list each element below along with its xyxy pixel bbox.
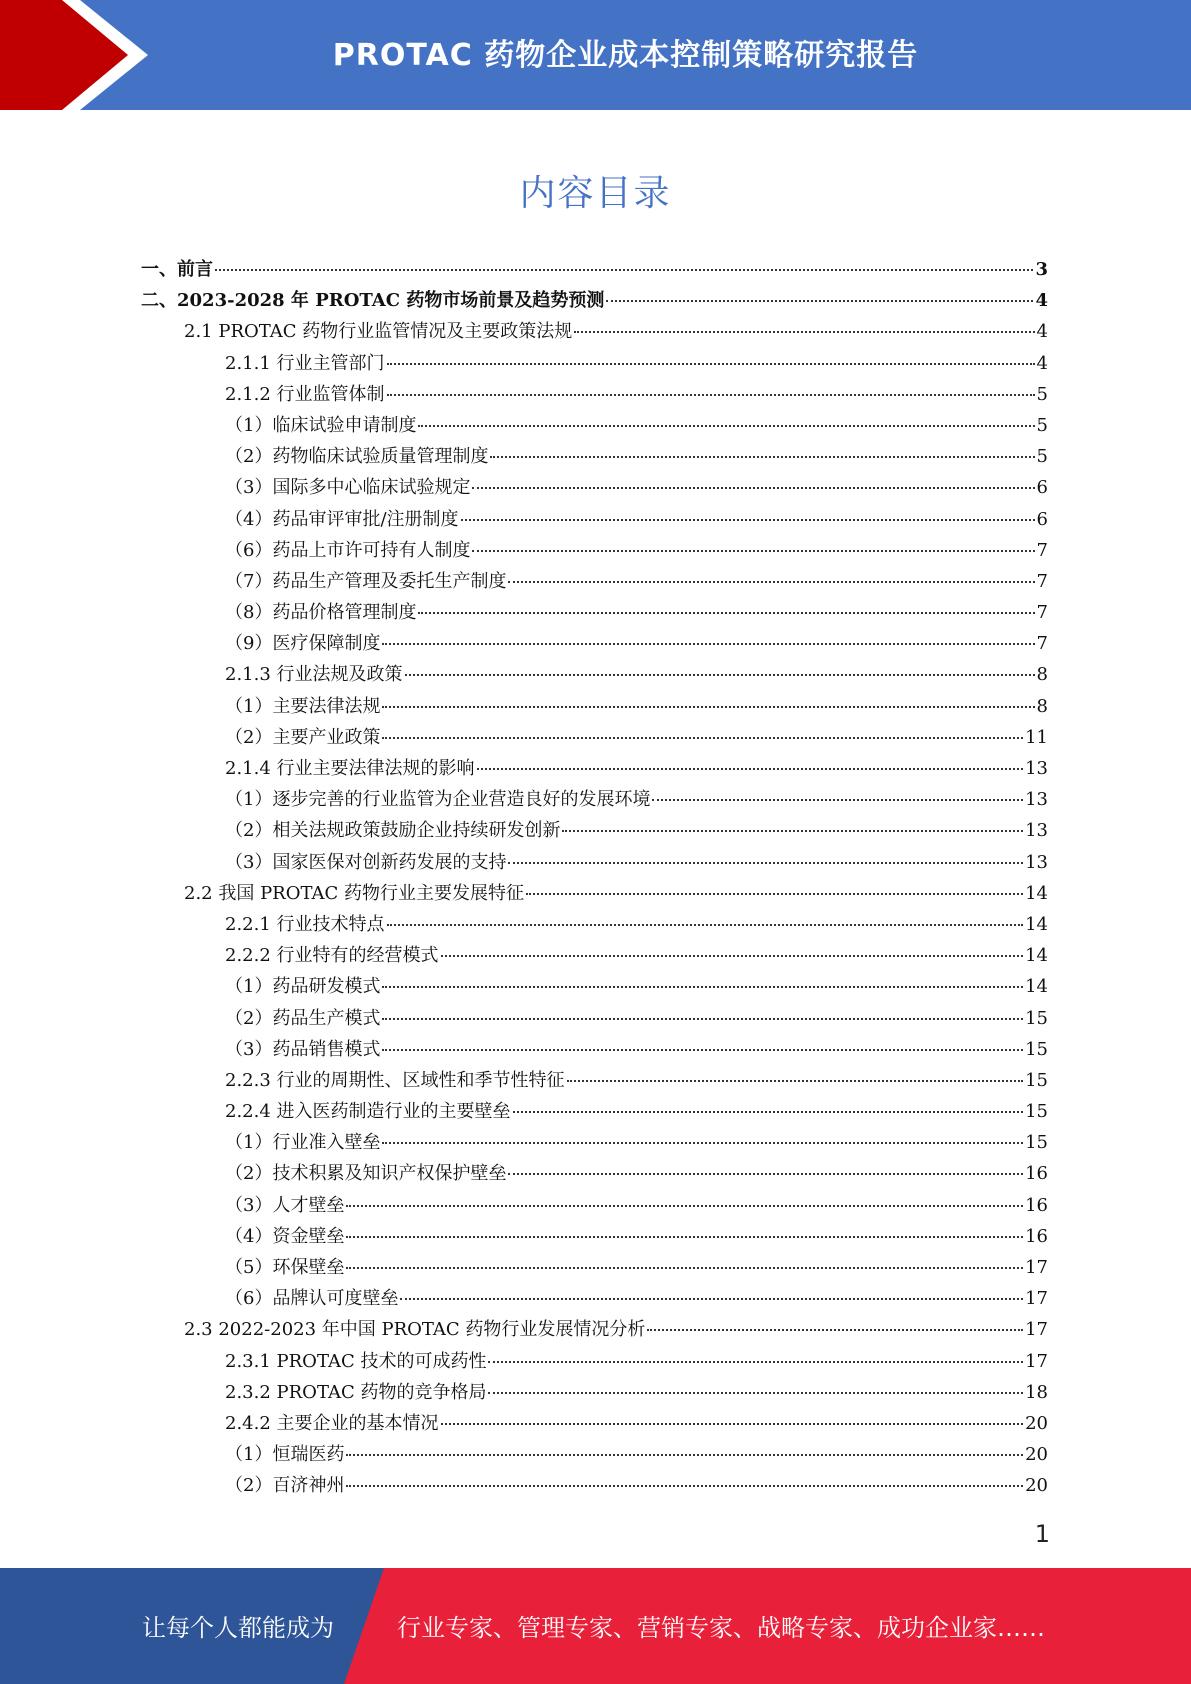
toc-dot-leader <box>346 1484 1023 1487</box>
footer-slogan-right: 行业专家、管理专家、营销专家、战略专家、成功企业家…… <box>397 1614 1045 1642</box>
toc-entry-title: 2.1.4 行业主要法律法规的影响 <box>225 758 475 779</box>
toc-entry-title: （9）医疗保障制度 <box>225 633 381 655</box>
toc-entry-page: 8 <box>1036 664 1048 686</box>
toc-entry-title: 2.1.2 行业监管体制 <box>225 383 385 405</box>
toc-entry-page: 18 <box>1025 1381 1048 1403</box>
toc-entry-title: （3）药品销售模式 <box>225 1038 381 1060</box>
toc-entry-page: 6 <box>1036 508 1048 530</box>
toc-entry-page: 7 <box>1036 602 1048 624</box>
toc-entry[interactable] <box>141 285 1048 316</box>
toc-entry[interactable] <box>141 628 1048 659</box>
toc-entry-title: （3）人才壁垒 <box>225 1194 345 1216</box>
toc-entry[interactable] <box>141 659 1048 690</box>
toc-entry-title: 2.3.1 PROTAC 技术的可成药性 <box>225 1350 487 1372</box>
toc-dot-leader <box>477 767 1024 770</box>
toc-entry[interactable] <box>141 597 1048 628</box>
toc-dot-leader <box>418 424 1034 427</box>
toc-entry-title: （7）药品生产管理及委托生产制度 <box>225 570 507 592</box>
toc-entry-page: 20 <box>1025 1475 1048 1497</box>
toc-entry-page: 11 <box>1025 726 1048 748</box>
toc-entry-title: （2）技术积累及知识产权保护壁垒 <box>225 1163 507 1185</box>
toc-entry-page: 4 <box>1035 290 1048 312</box>
toc-entry[interactable] <box>141 472 1048 503</box>
toc-entry-page: 5 <box>1036 414 1048 436</box>
toc-entry-page: 7 <box>1036 570 1048 592</box>
toc-entry-title: （6）品牌认可度壁垒 <box>225 1288 399 1310</box>
toc-entry-page: 7 <box>1036 633 1048 655</box>
toc-entry[interactable] <box>141 1314 1048 1345</box>
toc-entry[interactable] <box>141 1439 1048 1470</box>
toc-entry[interactable] <box>141 1003 1048 1034</box>
toc-entry-page: 20 <box>1025 1412 1048 1434</box>
toc-dot-leader <box>382 705 1034 708</box>
toc-dot-leader <box>567 1079 1024 1082</box>
toc-entry-title: 2.1.1 行业主管部门 <box>225 352 385 374</box>
toc-entry[interactable] <box>141 1346 1048 1377</box>
toc-dot-leader <box>400 1297 1023 1300</box>
toc-entry[interactable] <box>141 1283 1048 1314</box>
toc-entry-title: （3）国际多中心临床试验规定 <box>225 477 471 499</box>
toc-entry[interactable] <box>141 1470 1048 1501</box>
toc-entry-page: 6 <box>1036 477 1048 499</box>
toc-entry[interactable] <box>141 1190 1048 1221</box>
toc-entry[interactable] <box>141 535 1048 566</box>
toc-entry[interactable] <box>141 847 1048 878</box>
toc-entry-title: 2.3.2 PROTAC 药物的竞争格局 <box>225 1381 487 1403</box>
toc-dot-leader <box>387 923 1024 926</box>
toc-entry-page: 4 <box>1036 321 1048 343</box>
toc-dot-leader <box>574 330 1034 333</box>
toc-entry-title: 2.2.1 行业技术特点 <box>225 913 385 935</box>
toc-entry[interactable] <box>141 379 1048 410</box>
toc-entry[interactable] <box>141 1034 1048 1065</box>
toc-entry-title: （5）环保壁垒 <box>225 1257 345 1278</box>
toc-entry-page: 14 <box>1025 976 1048 998</box>
toc-dot-leader <box>441 954 1024 957</box>
toc-entry-title: （6）药品上市许可持有人制度 <box>225 539 471 561</box>
toc-entry-page: 4 <box>1036 352 1048 374</box>
toc-entry-title: （1）药品研发模式 <box>225 976 381 998</box>
toc-dot-leader <box>461 518 1035 521</box>
toc-entry-page: 17 <box>1025 1350 1048 1372</box>
toc-dot-leader <box>562 829 1023 832</box>
toc-dot-leader <box>346 1266 1023 1269</box>
toc-entry[interactable] <box>141 504 1048 535</box>
toc-dot-leader <box>346 1235 1023 1238</box>
toc-entry[interactable] <box>141 1158 1048 1189</box>
toc-entry-title: 2.3 2022-2023 年中国 PROTAC 药物行业发展情况分析 <box>184 1319 646 1341</box>
toc-entry-page: 15 <box>1025 1007 1048 1029</box>
toc-entry-title: 一、前言 <box>141 259 213 280</box>
toc-dot-leader <box>382 985 1023 988</box>
toc-entry[interactable] <box>141 722 1048 753</box>
toc-entry-page: 7 <box>1036 539 1048 561</box>
toc-entry-title: （2）相关法规政策鼓励企业持续研发创新 <box>225 820 561 842</box>
toc-entry-page: 14 <box>1025 882 1048 904</box>
toc-entry-title: （1）恒瑞医药 <box>225 1444 345 1466</box>
toc-dot-leader <box>382 736 1023 739</box>
toc-entry-title: 2.2.3 行业的周期性、区域性和季节性特征 <box>225 1069 565 1091</box>
toc-entry[interactable] <box>141 815 1048 846</box>
toc-entry-page: 5 <box>1036 383 1048 405</box>
toc-entry-page: 5 <box>1036 446 1048 468</box>
toc-entry[interactable] <box>141 784 1048 815</box>
toc-entry-title: （1）临床试验申请制度 <box>225 414 417 436</box>
toc-entry-title: 2.1.3 行业法规及政策 <box>225 664 403 686</box>
toc-dot-leader <box>382 642 1034 645</box>
toc-entry-title: （4）药品审评审批/注册制度 <box>225 508 459 530</box>
toc-dot-leader <box>215 268 1033 271</box>
toc-dot-leader <box>382 1141 1023 1144</box>
toc-entry-page: 16 <box>1025 1194 1048 1216</box>
toc-entry-title: （2）药品生产模式 <box>225 1007 381 1029</box>
toc-dot-leader <box>387 393 1035 396</box>
toc-entry-title: （2）药物临床试验质量管理制度 <box>225 446 489 468</box>
toc-entry-title: （3）国家医保对创新药发展的支持 <box>225 851 507 873</box>
toc-entry-page: 13 <box>1025 789 1048 811</box>
toc-entry-page: 8 <box>1036 695 1048 717</box>
toc-entry-page: 20 <box>1025 1444 1048 1466</box>
toc-entry-title: （1）行业准入壁垒 <box>225 1132 381 1154</box>
toc-entry[interactable] <box>141 691 1048 722</box>
toc-entry-title: 二、2023-2028 年 PROTAC 药物市场前景及趋势预测 <box>141 290 605 312</box>
toc-entry-title: （1）逐步完善的行业监管为企业营造良好的发展环境 <box>225 789 651 811</box>
toc-dot-leader <box>418 611 1034 614</box>
toc-heading: 内容目录 <box>519 173 672 214</box>
toc-entry-page: 14 <box>1025 913 1048 935</box>
toc-entry-title: 2.2 我国 PROTAC 药物行业主要发展特征 <box>184 882 525 904</box>
toc-dot-leader <box>490 455 1034 458</box>
toc-entry-page: 13 <box>1025 758 1048 779</box>
toc-entry[interactable] <box>141 1408 1048 1439</box>
toc-dot-leader <box>606 299 1033 302</box>
toc-entry[interactable] <box>141 441 1048 472</box>
toc-dot-leader <box>508 580 1034 583</box>
toc-entry[interactable] <box>141 1065 1048 1096</box>
toc-dot-leader <box>647 1328 1023 1331</box>
toc-entry[interactable] <box>141 1096 1048 1127</box>
toc-dot-leader <box>513 1110 1024 1113</box>
toc-entry-page: 3 <box>1035 259 1048 280</box>
toc-entry-page: 13 <box>1025 851 1048 873</box>
toc-entry-title: （8）药品价格管理制度 <box>225 602 417 624</box>
toc-entry-page: 15 <box>1025 1101 1048 1123</box>
toc-dot-leader <box>346 1204 1023 1207</box>
toc-entry[interactable] <box>141 316 1048 347</box>
toc-dot-leader <box>346 1453 1023 1456</box>
toc-dot-leader <box>652 798 1023 801</box>
toc-entry[interactable] <box>141 254 1048 285</box>
toc-entry-page: 15 <box>1025 1038 1048 1060</box>
toc-dot-leader <box>488 1391 1023 1394</box>
toc-entry-page: 13 <box>1025 820 1048 842</box>
toc-entry[interactable] <box>141 753 1048 784</box>
toc-entry[interactable] <box>141 1127 1048 1158</box>
page-footer <box>0 1568 1191 1684</box>
toc-entry-page: 17 <box>1025 1257 1048 1278</box>
toc-entry-page: 16 <box>1025 1225 1048 1247</box>
toc-dot-leader <box>472 486 1034 489</box>
toc-entry[interactable] <box>141 348 1048 379</box>
toc-entry[interactable] <box>141 1221 1048 1252</box>
toc-entry[interactable] <box>141 971 1048 1002</box>
toc-dot-leader <box>508 1172 1023 1175</box>
toc-entry-page: 15 <box>1025 1069 1048 1091</box>
toc-dot-leader <box>405 673 1035 676</box>
toc-entry[interactable] <box>141 1252 1048 1283</box>
toc-entry[interactable] <box>141 410 1048 441</box>
toc-entry-title: （1）主要法律法规 <box>225 695 381 717</box>
toc-entry[interactable] <box>141 1377 1048 1408</box>
toc-dot-leader <box>382 1048 1023 1051</box>
toc-dot-leader <box>472 549 1034 552</box>
toc-entry-title: （2）百济神州 <box>225 1475 345 1497</box>
toc-dot-leader <box>382 1017 1023 1020</box>
page-number: 1 <box>1034 1520 1050 1548</box>
toc-dot-leader <box>488 1360 1023 1363</box>
toc-entry[interactable] <box>141 940 1048 971</box>
toc-dot-leader <box>387 362 1035 365</box>
toc-entry-title: 2.4.2 主要企业的基本情况 <box>225 1412 439 1434</box>
footer-slogan-left: 让每个人都能成为 <box>142 1614 334 1642</box>
toc-dot-leader <box>508 861 1023 864</box>
toc-entry-title: 2.2.4 进入医药制造行业的主要壁垒 <box>225 1101 511 1123</box>
toc-dot-leader <box>526 892 1023 895</box>
toc-entry[interactable] <box>141 909 1048 940</box>
toc-entry-title: （2）主要产业政策 <box>225 726 381 748</box>
report-title: PROTAC 药物企业成本控制策略研究报告 <box>332 38 919 73</box>
toc-entry-title: （4）资金壁垒 <box>225 1225 345 1247</box>
toc-entry[interactable] <box>141 878 1048 909</box>
toc-entry-page: 15 <box>1025 1132 1048 1154</box>
toc-dot-leader <box>441 1422 1024 1425</box>
toc-entry-page: 17 <box>1025 1319 1048 1341</box>
table-of-contents <box>141 254 1048 1502</box>
toc-entry[interactable] <box>141 566 1048 597</box>
toc-entry-title: 2.2.2 行业特有的经营模式 <box>225 945 439 967</box>
page-header <box>0 0 1191 110</box>
toc-entry-title: 2.1 PROTAC 药物行业监管情况及主要政策法规 <box>184 321 573 343</box>
toc-entry-page: 16 <box>1025 1163 1048 1185</box>
toc-entry-page: 17 <box>1025 1288 1048 1310</box>
toc-entry-page: 14 <box>1025 945 1048 967</box>
